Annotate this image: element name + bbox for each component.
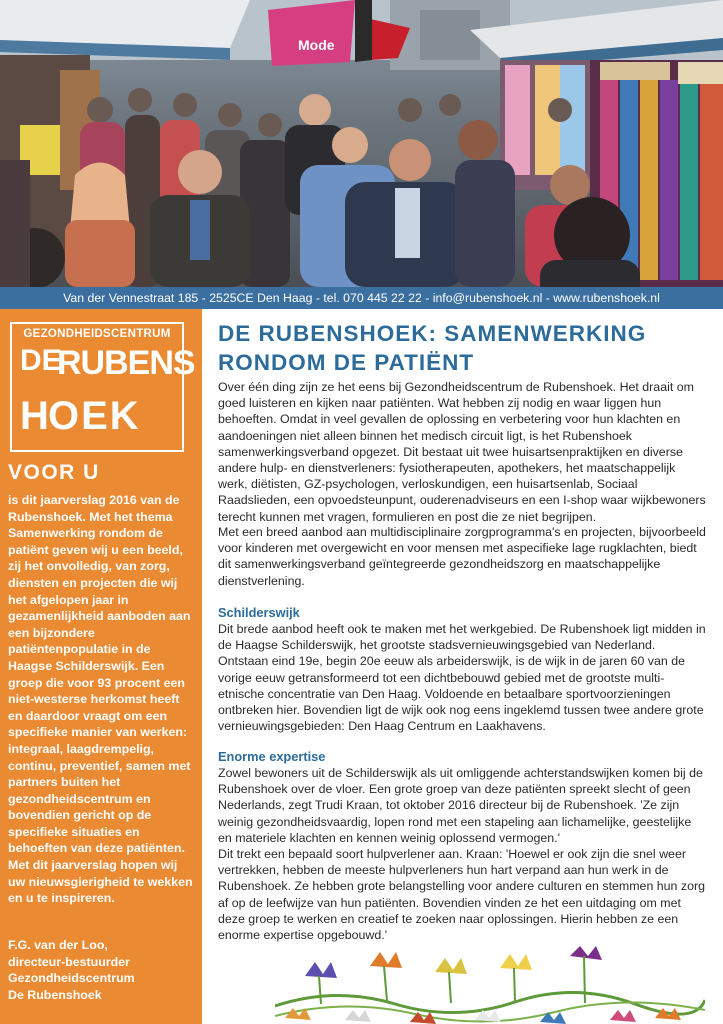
sidebar-signature xyxy=(8,937,196,1003)
market-scene-illustration xyxy=(0,0,723,287)
logo-top-text: GEZONDHEIDSCENTRUM xyxy=(23,328,171,340)
sidebar-heading: VOOR U xyxy=(8,461,100,484)
signature-org-line-1: Gezondheidscentrum xyxy=(8,971,135,986)
rubenshoek-logo xyxy=(10,322,195,452)
article-paragraph-5: Dit trekt een bepaald soort hulpverlener aan. Kraan: 'Hoewel er ook zijn die snel weer vertrekken, hebben de meeste hulpverleners hun hart verpand aan hun werk in de Rubenshoek. Ze hebben grote belangstelling voor andere culturen en stemmen hun zorg af op de leefwijze van hun patiënten. Bovendien vinden ze het een uitdaging om met deze groep te werken en creatief te zoeken naar oplossingen. Hierin hebben ze een enorme expertise opgebouwd.' xyxy=(218,847,705,943)
stall-sign: Mode xyxy=(298,37,335,53)
tulip-3 xyxy=(435,958,467,1003)
logo-h-text: H xyxy=(20,394,49,438)
section-heading-schilderswijk: Schilderswijk xyxy=(218,605,300,620)
logo-rubens-text: RUBENS xyxy=(57,344,195,382)
section-heading-enorme-expertise: Enorme expertise xyxy=(218,749,326,764)
article-paragraph-2: Met een breed aanbod aan multidisciplinaire zorgprogramma's en projecten, bijvoorbeeld voor kinderen met overgewicht en voor mensen met aspecifieke lage rugklachten, biedt dit samenwerkingsverband geïntegreerde gezondheidszorg en maatschappelijke dienstverlening. xyxy=(218,525,706,588)
market-photo xyxy=(0,0,723,287)
article-paragraph-3: Dit brede aanbod heeft ook te maken met het werkgebied. De Rubenshoek ligt midden in de Haagse Schilderswijk, het grootste stadsvernieuwingsgebied van Nederland. Ontstaan eind 19e, begin 20e eeuw als arbeiderswijk, is de wijk in de jaren 60 van de vorige eeuw getransformeerd tot een dichtbebouwd gebied met de grootste multi-etnische concentratie van Den Haag. Voldoende en betaalbare sportvoorzieningen ontbreken hier. Bovendien ligt de wijk ook nog eens ingeklemd tussen twee andere grote vernieuwingsgebieden: Den Haag Centrum en Laakhavens. xyxy=(218,622,706,734)
tulip-4 xyxy=(500,954,532,1002)
tulip-2 xyxy=(370,952,402,1001)
sidebar-voor-u xyxy=(0,309,202,1024)
logo-de-text: DE xyxy=(20,344,62,377)
article-paragraph-1: Over één ding zijn ze het eens bij Gezondheidscentrum de Rubenshoek. Het draait om goed luisteren en kijken naar patiënten. Wat hebben zij nodig en waar liggen hun behoeften. Omdat in veel gevallen de oplossing en verbetering voor hun klachten en aandoeningen niet alleen binnen het medisch circuit ligt, is het Rubenshoek samenwerkingsverband opgezet. Dit bestaat uit twee huisartsenpraktijken en diverse andere hulp- en dienstverleners: fysiotherapeuten, apothekers, het maatschappelijk werk, diëtisten, GZ-psychologen, verloskundigen, een huisartsenlab, Sociaal Raadslieden, een opvoedsteunpunt, ouderenadviseurs en een I-shop waar wijkbewoners terecht kunnen met vragen, formulieren en post die ze niet begrijpen. xyxy=(218,380,706,524)
logo-oek-text: OEK xyxy=(48,394,141,438)
tulip-11 xyxy=(610,1010,636,1022)
sidebar-body-text: is dit jaarverslag 2016 van de Rubenshoek. Met het thema Samenwerking rondom de patiënt geven wij u een beeld, zij het onvolledig, van zorg, diensten en projecten die wij het afgelopen jaar in gezamenlijkheid aanboden aan een bijzondere patiëntenpopulatie in de Haagse Schilderswijk. Een groep die voor 93 procent een niet-westerse herkomst heeft en daardoor vraagt om een specifieke manier van werken: integraal, laagdrempelig, continu, preventief, samen met partners buiten het gezondheidscentrum en bovendien gericht op de specifieke situaties en behoeften van deze patiënten. Met dit jaarverslag hopen wij uw nieuwsgierigheid te wekken en u te inspireren. xyxy=(8,493,193,906)
article-title: DE RUBENSHOEK: SAMENWERKING RONDOM DE PATIËNT xyxy=(218,321,647,375)
tulip-7 xyxy=(345,1010,371,1022)
signature-name: F.G. van der Loo, xyxy=(8,938,108,952)
article-paragraph-4: Zowel bewoners uit de Schilderswijk als uit omliggende achterstandswijken komen bij de Rubenshoek over de vloer. Een grote groep van deze patiënten spreekt slecht of geen Nederlands, zegt Trudi Kraan, tot oktober 2016 directeur bij de Rubenshoek. 'Ze zijn weinig gezondheidsvaardig, lopen rond met een stapeling aan lichamelijke, geestelijke en materiele klachten en kennen weinig oplossend vermogen.' xyxy=(218,766,703,845)
signature-org-line-2: De Rubenshoek xyxy=(8,987,102,1002)
contact-address-bar: Van der Vennestraat 185 - 2525CE Den Haag - tel. 070 445 22 22 - info@rubenshoek.nl - www.rubenshoek.nl xyxy=(0,287,723,309)
tulips-illustration xyxy=(275,946,705,1024)
signature-role: directeur-bestuurder xyxy=(8,954,130,969)
